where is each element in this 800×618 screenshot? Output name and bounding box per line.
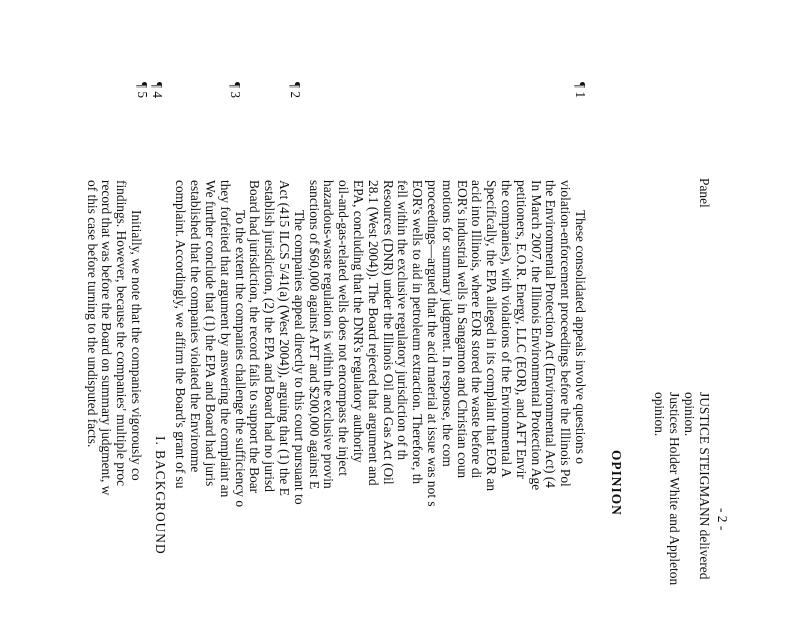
body-line: Board had jurisdiction, the record fails to support the Boar (247, 180, 263, 494)
opinion-heading: OPINION (609, 450, 624, 516)
header-line: JUSTICE STEIGMANN delivered (697, 392, 712, 580)
header-line: Justices Holder White and Appleton (667, 392, 682, 586)
body-line: established that the companies violated the Environme (188, 180, 204, 473)
body-line: establish jurisdiction, (2) the EPA and Board had no jurisd (262, 180, 278, 492)
body-line: These consolidated appeals involve questions o (573, 210, 588, 464)
body-line: motions for summary judgment. In response, the com (439, 180, 455, 467)
body-line: violation-enforcement proceedings before the Illinois Pol (558, 180, 574, 487)
page-number: - 2 - (715, 508, 730, 531)
paragraph-mark: ¶ 5 (135, 82, 150, 99)
paragraph-mark: ¶ 1 (573, 82, 588, 99)
body-line: Resources (DNR) under the Illinois Oil and Gas Act (Oil (380, 180, 396, 485)
header-line: opinion. (682, 392, 697, 437)
body-line: We further conclude that (1) the EPA and Board had juris (203, 180, 218, 487)
header-line: opinion. (652, 392, 667, 437)
body-line: EOR's industrial wells in Sangamon and Christian coun (454, 180, 470, 479)
body-line: of this case before turning to the undisputed facts. (84, 180, 100, 448)
body-line: findings. However, because the companies' multiple proc (114, 180, 130, 487)
section-heading: I. BACKGROUND (153, 436, 168, 555)
body-line: EOR's wells to aid in petroleum extraction. Therefore, th (410, 180, 426, 485)
body-line: fell within the exclusive regulatory jurisdiction of th (395, 180, 411, 461)
body-line: Initially, we note that the companies vigorously co (129, 210, 144, 481)
body-line: acid into Illinois, where EOR stored the waste before di (469, 180, 485, 479)
body-line: they forfeited that argument by answering the complaint an (217, 180, 233, 498)
body-line: complaint. Accordingly, we affirm the Board's grant of su (173, 180, 189, 489)
body-line: 28.1 (West 2004)). The Board rejected that argument and (365, 180, 381, 486)
body-line: EPA, concluding that the DNR's regulatory authority (351, 180, 366, 463)
paragraph-mark: ¶ 2 (288, 82, 303, 99)
body-line: proceedings—argued that the acid material at issue was not s (425, 180, 440, 507)
body-line: the Environmental Protection Act (Environmental Act) (4 (543, 180, 559, 488)
body-line: Specifically, the EPA alleged in its complaint that EOR an (484, 180, 500, 492)
paragraph-mark: ¶ 4 (150, 82, 165, 99)
body-line: record that was before the Board on summary judgment, w (99, 180, 115, 496)
body-line: To the extent the companies challenge the sufficiency o (232, 210, 248, 508)
panel-label: Panel (697, 178, 712, 208)
body-line: Act (415 ILCS 5/41(a) (West 2004)), arguing that (1) the E (277, 180, 292, 496)
body-line: oil-and-gas-related wells does not encompass the inject (336, 180, 352, 476)
body-line: In March 2007, the Illinois Environmental Protection Age (528, 180, 544, 491)
body-line: hazardous-waste regulation is within the exclusive provin (321, 180, 337, 489)
body-line: The companies appeal directly to this court pursuant to (291, 210, 307, 505)
body-line: the companies), with violations of the Environmental A (499, 180, 514, 478)
paragraph-mark: ¶ 3 (228, 82, 243, 99)
body-line: sanctions of $60,000 against AFT and $200,000 against E (306, 180, 322, 490)
body-line: petitioners, E.O.R. Energy, LLC (EOR), and AFT Envir (513, 180, 529, 479)
